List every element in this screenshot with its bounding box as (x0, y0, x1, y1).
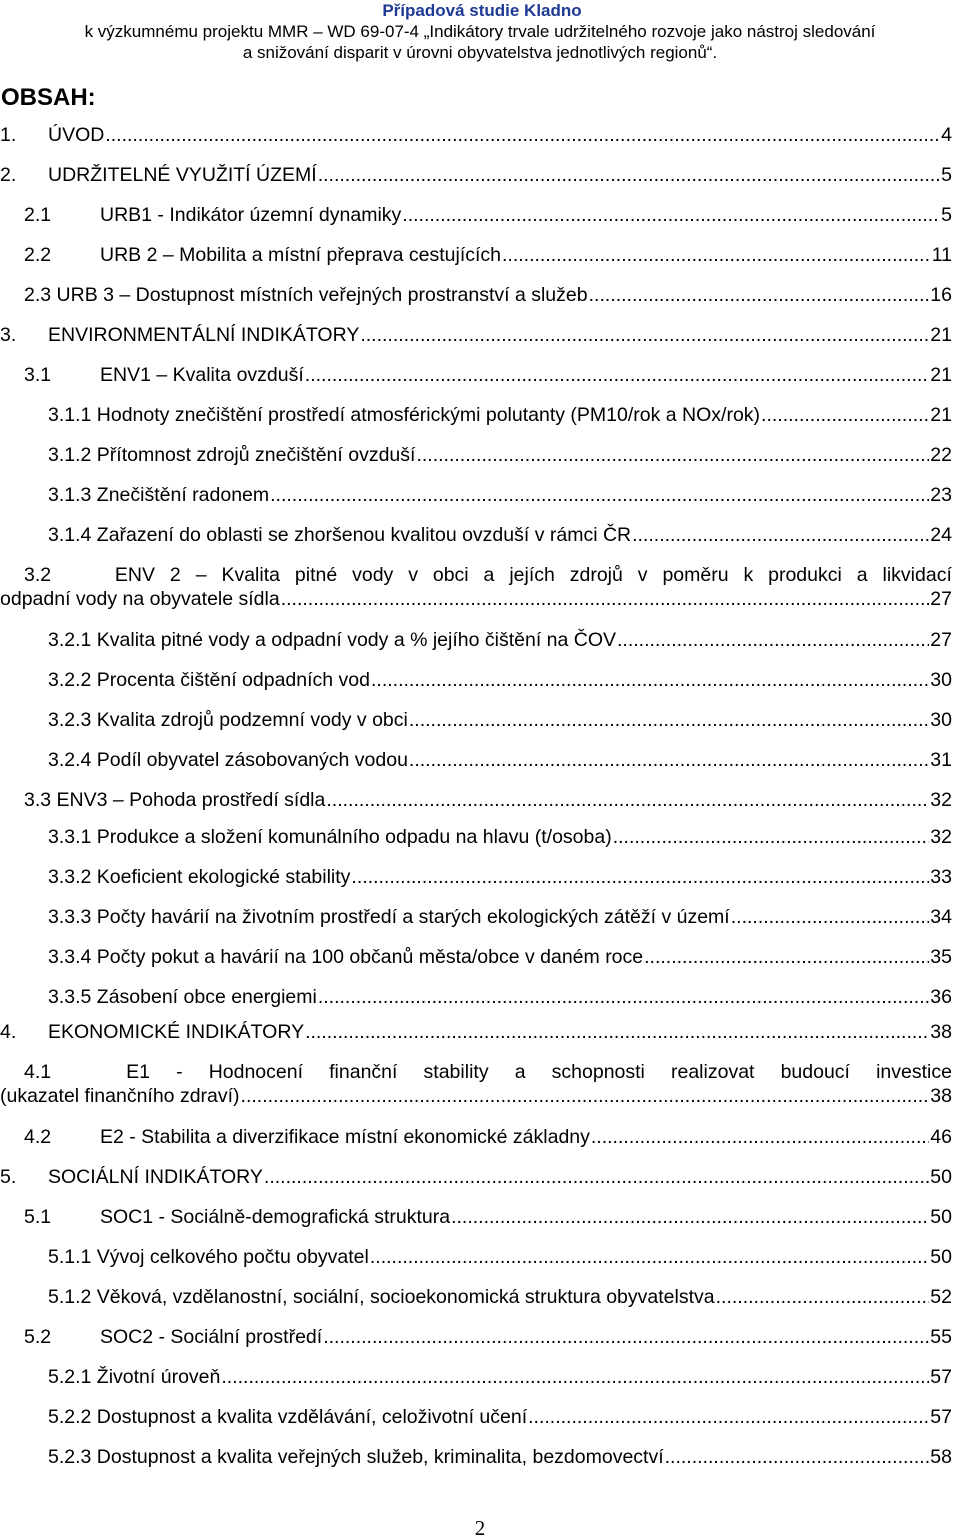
toc-entry[interactable] (0, 163, 952, 187)
toc-entry-page: 11 (931, 244, 952, 266)
toc-entry-page: 33 (930, 866, 952, 888)
dot-leader (323, 1325, 929, 1349)
toc-entry[interactable] (24, 1325, 952, 1349)
toc-entry[interactable] (48, 668, 952, 692)
toc-entry[interactable] (48, 708, 952, 732)
toc-entry[interactable] (24, 1125, 952, 1149)
toc-entry[interactable] (48, 483, 952, 507)
toc-entry-second-line (0, 1084, 952, 1108)
dot-leader (416, 443, 929, 467)
toc-entry-page: 5 (941, 164, 952, 186)
toc-entry-line (0, 123, 952, 147)
toc-entry-number: 3.2 (24, 564, 52, 586)
toc-entry[interactable] (48, 1285, 952, 1309)
toc-entry-title: ÚVOD (48, 124, 105, 146)
dot-leader (617, 628, 929, 652)
toc-entry[interactable] (48, 1405, 952, 1429)
toc-entry-page: 52 (930, 1286, 952, 1308)
toc-entry-title: 5.2.2 Dostupnost a kvalita vzdělávání, celoživotní učení (48, 1406, 528, 1428)
dot-leader (589, 283, 930, 307)
toc-entry[interactable] (48, 1445, 952, 1469)
toc-entry-title: SOCIÁLNÍ INDIKÁTORY (48, 1166, 263, 1188)
toc-entry-title: 5.1.1 Vývoj celkového počtu obyvatel (48, 1246, 369, 1268)
dot-leader (409, 748, 929, 772)
toc-entry-line (48, 1445, 952, 1469)
toc-entry-word: Hodnocení (208, 1061, 304, 1083)
document-title: Případová studie Kladno (382, 1, 582, 20)
toc-entry-line (48, 748, 952, 772)
toc-entry-word: v (637, 564, 648, 586)
toc-entry-line (24, 1325, 952, 1349)
toc-entry-page: 38 (930, 1021, 952, 1043)
toc-entry-line (24, 788, 952, 812)
toc-entry-line (48, 1245, 952, 1269)
toc-entry-title: 5.1.2 Věková, vzdělanostní, sociální, socioekonomická struktura obyvatelstva (48, 1286, 715, 1308)
toc-entry-first-line (24, 563, 952, 587)
toc-entry-page: 31 (930, 749, 952, 771)
toc-entry[interactable] (24, 283, 952, 307)
toc-entry-word: produkci (768, 564, 842, 586)
toc-entry-page: 21 (930, 324, 952, 346)
toc-entry-title: URB 2 – Mobilita a místní přeprava cestujících (100, 244, 501, 266)
toc-entry[interactable] (48, 985, 952, 1009)
toc-entry-word: pitné (294, 564, 338, 586)
toc-entry-title: 3.1.3 Znečištění radonem (48, 484, 270, 506)
toc-entry-title: ENV1 – Kvalita ovzduší (100, 364, 304, 386)
toc-entry-title: UDRŽITELNÉ VYUŽITÍ ÚZEMÍ (48, 164, 317, 186)
toc-entry-word: poměru (662, 564, 729, 586)
toc-entry-page: 30 (930, 669, 952, 691)
toc-entry-page: 27 (930, 629, 952, 651)
dot-leader (105, 123, 940, 147)
toc-entry-number: 5.2 (24, 1326, 52, 1348)
toc-entry-word: budoucí (780, 1061, 850, 1083)
toc-entry[interactable] (48, 945, 952, 969)
toc-entry-page: 36 (930, 986, 952, 1008)
toc-entry-page: 21 (930, 364, 952, 386)
toc-entry-page: 46 (930, 1126, 952, 1148)
toc-entry-line (0, 163, 952, 187)
toc-entry-line (48, 985, 952, 1009)
toc-entry-title-continued: (ukazatel finančního zdraví) (0, 1085, 240, 1107)
dot-leader (371, 668, 929, 692)
dot-leader (318, 163, 940, 187)
toc-entry[interactable] (24, 788, 952, 812)
toc-entry-page: 30 (930, 709, 952, 731)
toc-entry-title: 3.2.2 Procenta čištění odpadních vod (48, 669, 370, 691)
toc-entry-line (48, 668, 952, 692)
toc-entry[interactable] (48, 1245, 952, 1269)
toc-entry-title: ENVIRONMENTÁLNÍ INDIKÁTORY (48, 324, 360, 346)
toc-entry-title: EKONOMICKÉ INDIKÁTORY (48, 1021, 305, 1043)
toc-entry-title: 3.1.4 Zařazení do oblasti se zhoršenou kvalitou ovzduší v rámci ČR (48, 524, 632, 546)
toc-entry-word: jejích (509, 564, 555, 586)
toc-entry-line (48, 1285, 952, 1309)
toc-entry[interactable] (0, 563, 952, 611)
toc-entry-page: 55 (930, 1326, 952, 1348)
toc-entry-page: 35 (930, 946, 952, 968)
toc-entry-word: obci (432, 564, 469, 586)
toc-entry[interactable] (48, 905, 952, 929)
toc-entry-line (24, 1205, 952, 1229)
toc-entry-word: zdrojů (569, 564, 623, 586)
toc-entry-word: a (483, 564, 495, 586)
toc-entry-word: stability (423, 1061, 489, 1083)
toc-entry-title: URB1 - Indikátor územní dynamiky (100, 204, 402, 226)
dot-leader (591, 1125, 929, 1149)
toc-entry-title: 3.3.5 Zásobení obce energiemi (48, 986, 317, 1008)
toc-entry[interactable] (0, 1165, 952, 1189)
toc-entry-page: 22 (930, 444, 952, 466)
toc-entry[interactable] (24, 363, 952, 387)
dot-leader (716, 1285, 930, 1309)
page-number: 2 (474, 1516, 486, 1540)
toc-entry-page: 58 (930, 1446, 952, 1468)
toc-entry-line (24, 243, 952, 267)
toc-entry-word: investice (876, 1061, 952, 1083)
toc-entry-line (48, 443, 952, 467)
dot-leader (270, 483, 929, 507)
toc-entry-number: 5.1 (24, 1206, 52, 1228)
toc-entry-page: 32 (930, 826, 952, 848)
toc-entry-number: 3.1 (24, 364, 52, 386)
toc-entry-line (24, 203, 952, 227)
toc-entry-line (48, 628, 952, 652)
toc-entry-word: realizovat (671, 1061, 755, 1083)
toc-entry-page: 32 (930, 789, 952, 811)
toc-entry-page: 38 (930, 1085, 952, 1107)
toc-entry-title: 3.1.1 Hodnoty znečištění prostředí atmosférickými polutanty (PM10/rok a NOx/rok) (48, 404, 761, 426)
toc-entry-line (48, 825, 952, 849)
toc-entry[interactable] (0, 1060, 952, 1108)
toc-entry-line (48, 483, 952, 507)
toc-entry-line (24, 1125, 952, 1149)
dot-leader (409, 708, 929, 732)
toc-entry-word: a (856, 564, 868, 586)
toc-entry-line (48, 1405, 952, 1429)
toc-entry-title: 3.3 ENV3 – Pohoda prostředí sídla (24, 789, 326, 811)
page-header (0, 0, 960, 63)
toc-entry[interactable] (0, 1020, 952, 1044)
toc-entry-word: likvidací (882, 564, 952, 586)
toc-entry-number: 3. (0, 324, 17, 346)
toc-entry-line (48, 905, 952, 929)
toc-entry[interactable] (48, 825, 952, 849)
dot-leader (402, 203, 940, 227)
toc-entry-page: 50 (930, 1166, 952, 1188)
toc-entry-line (48, 945, 952, 969)
toc-entry-line (48, 708, 952, 732)
toc-entry-title: E2 - Stabilita a diverzifikace místní ekonomické základny (100, 1126, 590, 1148)
toc-entry-title: SOC2 - Sociální prostředí (100, 1326, 323, 1348)
toc-entry[interactable] (48, 523, 952, 547)
toc-entry-number: 4.1 (24, 1061, 52, 1083)
dot-leader (351, 865, 929, 889)
toc-entry-word: finanční (329, 1061, 398, 1083)
toc-entry-line (48, 1365, 952, 1389)
dot-leader (264, 1165, 929, 1189)
toc-entry[interactable] (48, 1365, 952, 1389)
dot-leader (281, 587, 930, 611)
toc-entry-page: 16 (930, 284, 952, 306)
toc-entry-page: 5 (941, 204, 952, 226)
toc-entry-word: 2 (169, 564, 181, 586)
toc-entry-page: 21 (930, 404, 952, 426)
dot-leader (370, 1245, 929, 1269)
toc-entry-title: 2.3 URB 3 – Dostupnost místních veřejných prostranství a služeb (24, 284, 588, 306)
dot-leader (360, 323, 929, 347)
toc-entry[interactable] (24, 1205, 952, 1229)
toc-entry-page: 57 (930, 1406, 952, 1428)
toc-entry-title: SOC1 - Sociálně-demografická struktura (100, 1206, 451, 1228)
toc-entry-word: v (408, 564, 418, 586)
toc-entry[interactable] (48, 443, 952, 467)
toc-entry-number: 2.1 (24, 204, 52, 226)
toc-entry-line (0, 323, 952, 347)
dot-leader (613, 825, 930, 849)
toc-entry-title: 5.2.3 Dostupnost a kvalita veřejných služeb, kriminalita, bezdomovectví (48, 1446, 664, 1468)
toc-entry-line (48, 403, 952, 427)
toc-entry-line (0, 1020, 952, 1044)
toc-entry-title: 3.2.3 Kvalita zdrojů podzemní vody v obci (48, 709, 408, 731)
toc-entry[interactable] (48, 628, 952, 652)
toc-entry-line (0, 1165, 952, 1189)
toc-entry-number: 5. (0, 1166, 17, 1188)
toc-entry[interactable] (24, 203, 952, 227)
dot-leader (528, 1405, 929, 1429)
toc-entry-page: 57 (930, 1366, 952, 1388)
toc-entry-title: 3.3.4 Počty pokut a havárií na 100 občanů města/obce v daném roce (48, 946, 644, 968)
toc-entry-number: 1. (0, 124, 17, 146)
toc-entry-page: 27 (930, 588, 952, 610)
toc-entry-page: 50 (930, 1246, 952, 1268)
toc-entry-page: 50 (930, 1206, 952, 1228)
toc-entry-word: Kvalita (221, 564, 280, 586)
toc-entry-word: - (176, 1061, 183, 1083)
toc-entry-page: 34 (930, 906, 952, 928)
toc-entry[interactable] (48, 403, 952, 427)
toc-entry-page: 4 (941, 124, 952, 146)
toc-entry-number: 2.2 (24, 244, 52, 266)
dot-leader (632, 523, 929, 547)
toc-entry-number: 4.2 (24, 1126, 52, 1148)
toc-entry-word: schopnosti (551, 1061, 645, 1083)
header-subtitle-line-2: a snižování disparit v úrovni obyvatelstva jednotlivých regionů“. (242, 43, 718, 62)
dot-leader (305, 363, 930, 387)
toc-entry-line (48, 523, 952, 547)
toc-entry-word: k (743, 564, 754, 586)
toc-entry[interactable] (48, 865, 952, 889)
toc-entry-second-line (0, 587, 952, 611)
toc-entry-line (24, 363, 952, 387)
dot-leader (326, 788, 929, 812)
toc-entry[interactable] (0, 323, 952, 347)
toc-entry-line (48, 865, 952, 889)
toc-entry-line (24, 283, 952, 307)
dot-leader (318, 985, 929, 1009)
toc-entry-title: 3.2.1 Kvalita pitné vody a odpadní vody a % jejího čištění na ČOV (48, 629, 617, 651)
toc-entry[interactable] (48, 748, 952, 772)
dot-leader (241, 1084, 930, 1108)
dot-leader (731, 905, 930, 929)
toc-entry-title: 3.3.2 Koeficient ekologické stability (48, 866, 351, 888)
toc-entry-title: 3.3.1 Produkce a složení komunálního odpadu na hlavu (t/osoba) (48, 826, 612, 848)
dot-leader (502, 243, 931, 267)
toc-entry-word: a (514, 1061, 526, 1083)
toc-entry-title: 3.3.3 Počty havárií na životním prostředí a starých ekologických zátěží v území (48, 906, 730, 928)
dot-leader (761, 403, 929, 427)
dot-leader (644, 945, 929, 969)
toc-entry-title: 5.2.1 Životní úroveň (48, 1366, 221, 1388)
dot-leader (665, 1445, 930, 1469)
toc-entry-title: 3.2.4 Podíl obyvatel zásobovaných vodou (48, 749, 408, 771)
toc-entry-page: 23 (930, 484, 952, 506)
toc-entry[interactable] (24, 243, 952, 267)
dot-leader (305, 1020, 929, 1044)
toc-entry-number: 2. (0, 164, 17, 186)
toc-entry-title-continued: odpadní vody na obyvatele sídla (0, 588, 280, 610)
contents-heading: OBSAH: (1, 84, 96, 111)
toc-entry-number: 4. (0, 1021, 17, 1043)
toc-entry-word: – (195, 564, 207, 586)
dot-leader (451, 1205, 929, 1229)
toc-entry-word: E1 (126, 1061, 150, 1083)
toc-entry[interactable] (0, 123, 952, 147)
toc-entry-word: ENV (114, 564, 156, 586)
dot-leader (221, 1365, 929, 1389)
header-subtitle-line-1: k výzkumnému projektu MMR – WD 69-07-4 „Indikátory trvale udržitelného rozvoje jako nástroj sledování (84, 22, 876, 41)
toc-entry-title: 3.1.2 Přítomnost zdrojů znečištění ovzduší (48, 444, 416, 466)
toc-entry-page: 24 (930, 524, 952, 546)
toc-entry-first-line (24, 1060, 952, 1084)
toc-entry-word: vody (352, 564, 394, 586)
